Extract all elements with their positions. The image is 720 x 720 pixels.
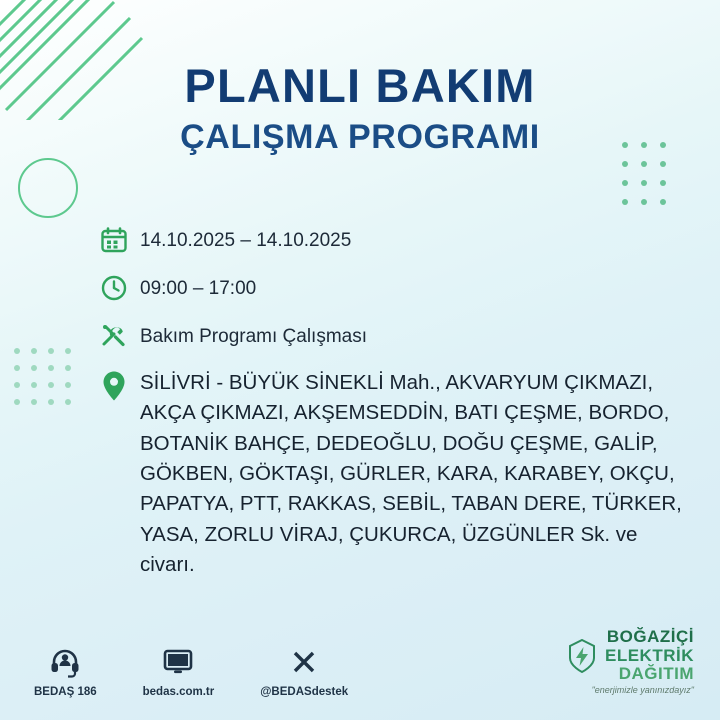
footer-item-social[interactable] (260, 645, 348, 698)
info-list (100, 224, 690, 598)
calendar-icon (100, 224, 140, 254)
headset-icon (48, 645, 82, 679)
footer-social-label: @BEDASdestek (260, 686, 349, 698)
footer-item-website[interactable] (143, 645, 215, 698)
footer (0, 622, 720, 704)
footer-contact-list (34, 645, 348, 698)
brand-line-2: ELEKTRİK (605, 645, 694, 665)
brand-mark-icon (567, 639, 597, 673)
brand-line-3: DAĞITIM (618, 663, 694, 683)
title-main: PLANLI BAKIM (184, 59, 536, 112)
time-range-text: 09:00 – 17:00 (140, 278, 257, 299)
info-row-time (100, 272, 690, 302)
dot-grid-decoration-left (14, 348, 71, 405)
footer-phone-label: BEDAŞ 186 (34, 686, 97, 698)
address-text: SİLİVRİ - BÜYÜK SİNEKLİ Mah., AKVARYUM ÇIKMAZI, AKÇA ÇIKMAZI, AKŞEMSEDDİN, BATI ÇEŞME, BORDO, BOTANİK BAHÇE, DEDEOĞLU, DOĞU ÇEŞME, GALİP, GÖKBEN, GÖKTAŞI, GÜRLER, KARA, KARABEY, OKÇU, PAPATYA, PTT, RAKKAS, SEBİL, TABAN DERE, TÜRKER, YASA, ZORLU VİRAJ, ÇUKURCA, ÜZGÜNLER Sk. ve civarı. (140, 371, 682, 576)
brand-logo (567, 628, 694, 696)
date-range-text: 14.10.2025 – 14.10.2025 (140, 230, 352, 251)
circle-outline-decoration (18, 158, 78, 218)
footer-website-label: bedas.com.tr (142, 686, 215, 698)
work-type-text: Bakım Programı Çalışması (140, 326, 367, 347)
monitor-icon (161, 645, 195, 679)
info-row-date (100, 224, 690, 254)
footer-item-phone[interactable] (34, 645, 97, 698)
clock-icon (100, 272, 140, 302)
x-logo-icon (287, 645, 321, 679)
info-row-work-type (100, 320, 690, 350)
title-sub: ÇALIŞMA PROGRAMI (180, 117, 540, 156)
tools-icon (100, 320, 140, 350)
page-title (0, 59, 720, 158)
brand-line-1: BOĞAZİÇİ (606, 627, 694, 647)
map-pin-icon (100, 368, 140, 402)
info-row-address (100, 368, 690, 580)
brand-slogan: "enerjimizle yanınızdayız" (591, 685, 694, 696)
